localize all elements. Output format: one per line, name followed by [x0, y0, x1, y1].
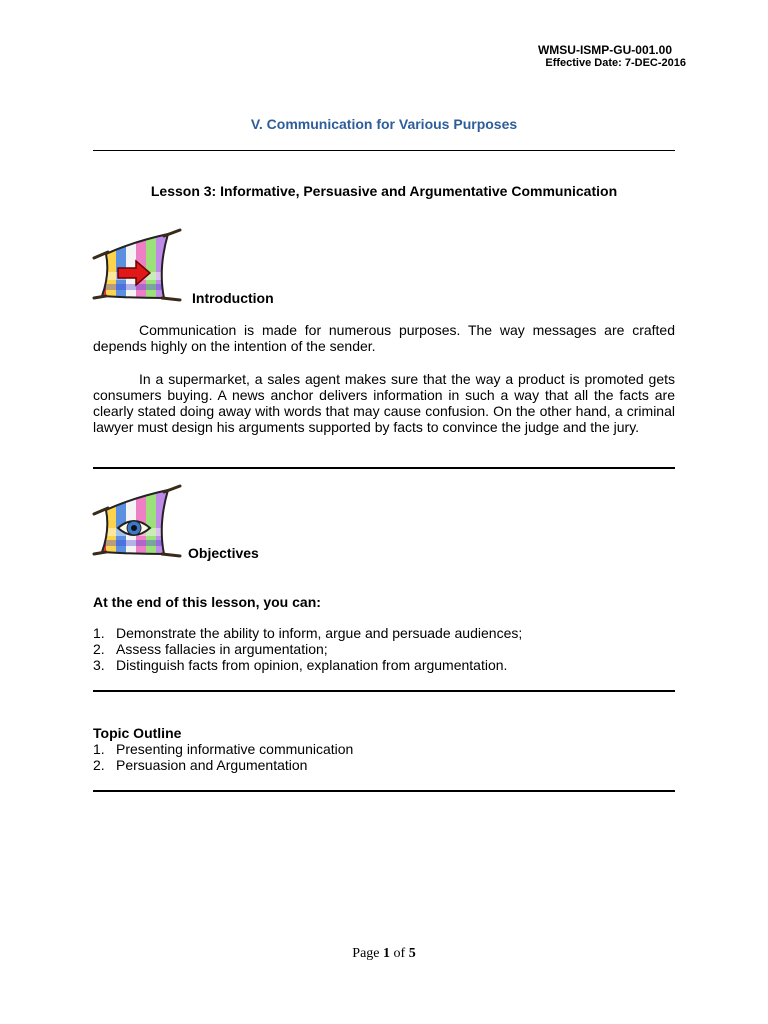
section-title: V. Communication for Various Purposes: [250, 116, 518, 132]
page-number: [0, 946, 768, 962]
objectives-heading: Objectives: [188, 545, 259, 561]
divider: [93, 690, 675, 692]
list-item: [93, 625, 522, 641]
effective-date: Effective Date: 7-DEC-2016: [545, 57, 686, 69]
list-number: 1.: [93, 741, 105, 757]
list-item-text: Persuasion and Argumentation: [116, 757, 308, 773]
eye-banner-icon: [92, 484, 184, 560]
of-word: of: [393, 946, 406, 961]
introduction-heading: Introduction: [192, 290, 274, 306]
list-item: [93, 741, 353, 757]
arrow-banner-icon: [92, 228, 184, 304]
lesson-title: Lesson 3: Informative, Persuasive and Argumentative Communication: [150, 183, 618, 199]
list-item: [93, 641, 522, 657]
page-word: Page: [352, 946, 380, 961]
list-number: 2.: [93, 641, 105, 657]
list-number: 3.: [93, 657, 105, 673]
list-number: 2.: [93, 757, 105, 773]
divider: [93, 467, 675, 469]
divider: [93, 150, 675, 151]
introduction-paragraph: Communication is made for numerous purposes. The way messages are crafted depends highly on the intention of the sender.: [93, 322, 675, 354]
list-item: [93, 657, 522, 673]
page-current: 1: [383, 946, 391, 961]
document-code: WMSU-ISMP-GU-001.00: [537, 43, 672, 57]
list-item: [93, 757, 353, 773]
objectives-list: [93, 625, 522, 673]
list-item-text: Demonstrate the ability to inform, argue and persuade audiences;: [116, 625, 523, 641]
introduction-paragraph: In a supermarket, a sales agent makes sure that the way a product is promoted gets consumers buying. A news anchor delivers information in such a way that all the facts are clearly stated doing away with words that may cause confusion. On the other hand, a criminal lawyer must design his arguments supported by facts to convince the judge and the jury.: [93, 371, 675, 435]
topic-outline-heading: Topic Outline: [93, 725, 182, 741]
list-item-text: Distinguish facts from opinion, explanation from argumentation.: [116, 657, 508, 673]
topic-outline-list: [93, 741, 353, 773]
list-number: 1.: [93, 625, 105, 641]
page-total: 5: [408, 946, 416, 961]
list-item-text: Assess fallacies in argumentation;: [116, 641, 328, 657]
divider: [93, 790, 675, 792]
objectives-lead: At the end of this lesson, you can:: [93, 594, 321, 610]
list-item-text: Presenting informative communication: [116, 741, 354, 757]
